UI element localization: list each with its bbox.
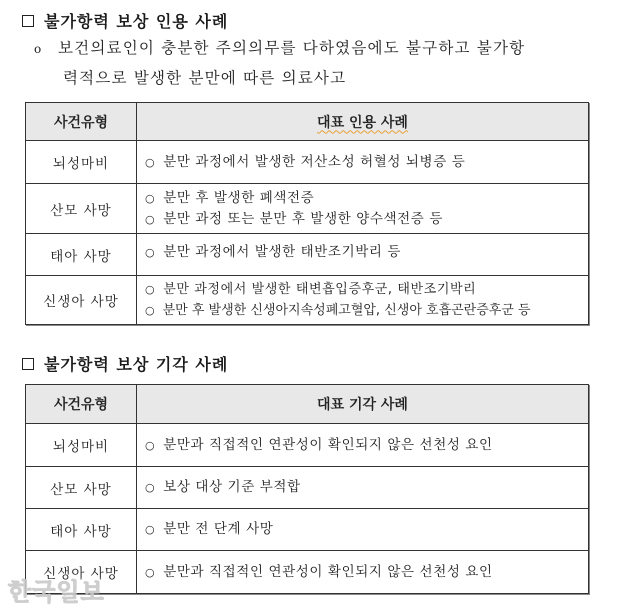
case-type-cell: 산모 사망 [26,184,137,234]
column-header-representative-cases: 대표 기각 사례 [137,385,589,424]
case-item-text: 분만 과정에서 발생한 저산소성 허혈성 뇌병증 등 [163,153,466,170]
bullet-circle-icon: ○ [145,283,156,296]
column-header-representative-cases: 대표 인용 사례 [137,103,589,141]
checkbox-square-icon [22,358,34,370]
case-desc-cell [137,509,589,551]
case-item-text: 분만 과정에서 발생한 태반조기박리 등 [163,244,402,260]
rejected-cases-table [25,384,589,594]
table-row [26,141,589,184]
case-item-text: 분만 전 단계 사망 [163,521,274,537]
bullet-circle-icon: ○ [145,304,155,317]
bullet-circle-icon: ○ [145,565,156,579]
case-item-text: 분만과 직접적인 연관성이 확인되지 않은 선천성 요인 [163,563,493,580]
case-desc-cell [137,184,589,234]
intro-line-1: 보건의료인이 충분한 주의의무를 다하였음에도 불구하고 불가항 [58,39,526,57]
case-desc-cell [137,467,589,509]
accepted-cases-table [25,102,589,325]
case-type-cell: 태아 사망 [26,234,137,276]
case-type-cell: 신생아 사망 [26,276,137,325]
case-desc-cell [137,141,589,184]
bullet-circle-icon: ○ [145,438,156,452]
section2-heading [22,352,228,375]
case-type-cell: 신생아 사망 [26,551,137,594]
bullet-circle-icon: ○ [145,481,156,494]
table-row [26,184,589,234]
case-desc-cell [137,234,589,276]
column-header-case-type: 사건유형 [26,385,137,424]
table-row [26,276,589,325]
bullet-circle-icon: o [34,42,43,56]
bullet-circle-icon: ○ [145,212,156,226]
case-desc-cell [137,551,589,594]
table-row [26,234,589,276]
bullet-circle-icon: ○ [145,246,156,259]
case-desc-cell [137,276,589,325]
case-type-cell: 뇌성마비 [26,141,137,184]
section1-intro [34,34,604,93]
column-header-case-type: 사건유형 [26,103,137,141]
case-item-text: 보상 대상 기준 부적합 [163,479,301,495]
table-row [26,509,589,551]
bullet-circle-icon: ○ [145,191,156,205]
case-type-cell: 태아 사망 [26,509,137,551]
section1-heading [22,9,228,32]
section1-title: 불가항력 보상 인용 사례 [44,12,229,31]
case-desc-cell [137,424,589,467]
table-row [26,467,589,509]
case-item-text: 분만과 직접적인 연관성이 확인되지 않은 선천성 요인 [163,436,493,453]
intro-line-2: 력적으로 발생한 분만에 따른 의료사고 [63,69,347,87]
bullet-circle-icon: ○ [145,523,156,536]
case-type-cell: 산모 사망 [26,467,137,509]
table-header-row [26,385,589,424]
bullet-circle-icon: ○ [145,155,156,169]
case-type-cell: 뇌성마비 [26,424,137,467]
publisher-watermark: 한국일보 [8,578,105,606]
table-header-row [26,103,589,141]
case-item-text: 분만 후 발생한 폐색전증 [163,189,315,206]
case-item-text: 분만 과정 또는 분만 후 발생한 양수색전증 등 [163,210,443,227]
case-item-text: 분만 과정에서 발생한 태변흡입증후군, 태반조기박리 [163,282,477,297]
case-item-text: 분만 후 발생한 신생아지속성폐고혈압, 신생아 호흡곤란증후군 등 [162,303,531,318]
checkbox-square-icon [22,15,34,27]
table-row [26,424,589,467]
section2-title: 불가항력 보상 기각 사례 [44,355,229,374]
table-row [26,551,589,594]
